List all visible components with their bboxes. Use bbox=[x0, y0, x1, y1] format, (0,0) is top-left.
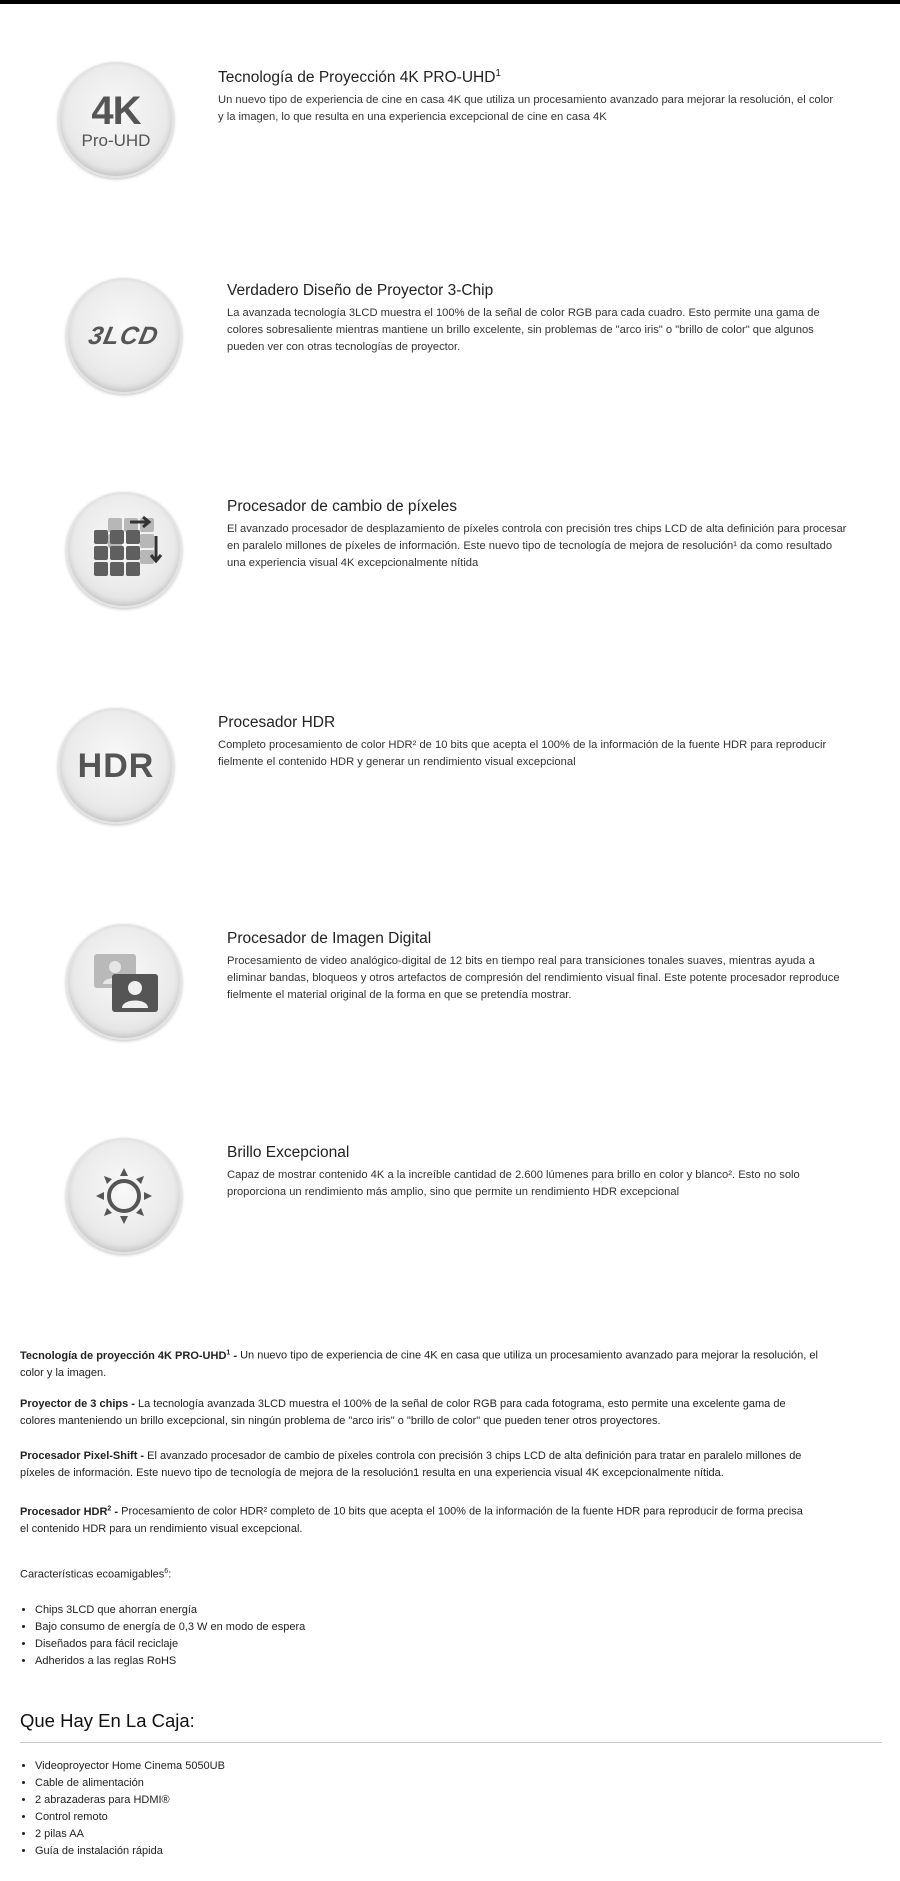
feature-title: Procesador de Imagen Digital bbox=[227, 930, 432, 947]
feature-description: El avanzado procesador de desplazamiento de píxeles controla con precisión tres chips LCD de alta definición para procesar en paralelo millones de píxeles de información. Este nuevo tipo de tecnología de mejora de resolución¹ da como resultado una experiencia visual 4K excepcionalmente nítida bbox=[227, 523, 847, 569]
top-bar bbox=[0, 0, 900, 4]
hdr-icon bbox=[58, 708, 174, 824]
feature-text bbox=[227, 282, 900, 356]
feature-text bbox=[227, 498, 900, 572]
summary-label: Procesador Pixel-Shift - bbox=[20, 1450, 148, 1462]
icon-4k-label: 4K bbox=[91, 89, 141, 133]
icon-3lcd-label: 3LCD bbox=[86, 321, 162, 350]
divider bbox=[20, 1742, 882, 1743]
feature-title: Procesador HDR bbox=[218, 714, 336, 731]
eco-features-title: Características ecoamigables$^6$: bbox=[20, 1568, 172, 1581]
3lcd-icon bbox=[66, 278, 182, 394]
list-item: • Adheridos a las reglas RoHS bbox=[35, 1653, 305, 1670]
sun-icon bbox=[82, 1154, 166, 1238]
feature-title: Verdadero Diseño de Proyector 3-Chip bbox=[227, 282, 494, 299]
icon-pro-uhd-label: Pro-UHD bbox=[81, 131, 151, 150]
list-item: • Diseñados para fácil reciclaje bbox=[35, 1636, 305, 1653]
list-item: • Guía de instalación rápida bbox=[35, 1843, 225, 1860]
feature-description: Un nuevo tipo de experiencia de cine en casa 4K que utiliza un procesamiento avanzado para mejorar la resolución, el color y la imagen, lo que resulta en una experiencia excepcional de cine en casa 4K bbox=[218, 94, 834, 124]
list-item: • Bajo consumo de energía de 0,3 W en modo de espera bbox=[35, 1619, 305, 1636]
feature-text bbox=[218, 714, 900, 771]
feature-description: Procesamiento de video analógico-digital de 12 bits en tiempo real para transiciones tonales suaves, mientras ayuda a eliminar bandas, bloqueos y otros artefactos de compresión del rendimiento visual final. Este potente procesador reproduce fielmente el material original de la forma en que se pretendía mostrar. bbox=[227, 955, 840, 1001]
feature-text bbox=[227, 1144, 900, 1201]
list-item: • Cable de alimentación bbox=[35, 1775, 225, 1792]
feature-description: Capaz de mostrar contenido 4K a la increíble cantidad de 2.600 lúmenes para brillo en color y blanco². Esto no solo proporciona un rendimiento más amplio, sino que permite un rendimiento HDR excepcional bbox=[227, 1169, 800, 1198]
list-item: • Chips 3LCD que ahorran energía bbox=[35, 1602, 305, 1619]
feature-title: Brillo Excepcional bbox=[227, 1144, 350, 1161]
list-item: • Videoproyector Home Cinema 5050UB bbox=[35, 1758, 225, 1775]
summary-label: Tecnología de proyección 4K PRO-UHD$^1$ - bbox=[20, 1349, 241, 1362]
feature-text bbox=[218, 68, 900, 126]
eco-features-list bbox=[20, 1602, 305, 1670]
pixel-grid-icon bbox=[82, 508, 166, 592]
4k-pro-uhd-icon bbox=[58, 62, 174, 178]
feature-description: La avanzada tecnología 3LCD muestra el 100% de la señal de color RGB para cada cuadro. Esto permite una gama de colores sobresaliente mientras mantiene un brillo excelente, sin problemas de "arco iris" o "brillo de color" que algunos pueden ver con otras tecnologías de proyector. bbox=[227, 307, 820, 353]
summary-label: Procesador HDR$^2$ - bbox=[20, 1505, 122, 1518]
icon-hdr-label: HDR bbox=[77, 746, 155, 785]
list-item: • 2 abrazaderas para HDMI® bbox=[35, 1792, 225, 1809]
summary-item-hdr: Procesador HDR$^2$ - Procesamiento de color HDR² completo de 10 bits que acepta el 100% de la información de la fuente HDR para reproducir de forma precisa el contenido HDR para un rendimiento visual excepcional. bbox=[20, 1505, 803, 1535]
feature-description: Completo procesamiento de color HDR² de 10 bits que acepta el 100% de la información de la fuente HDR para reproducir fielmente el contenido HDR y generar un rendimiento visual excepcional bbox=[218, 739, 827, 768]
feature-title: Tecnología de Proyección 4K PRO-UHD$^1$ bbox=[218, 68, 501, 87]
feature-title: Procesador de cambio de píxeles bbox=[227, 498, 458, 515]
digital-image-icon bbox=[66, 924, 182, 1040]
list-item: • Control remoto bbox=[35, 1809, 225, 1826]
summary-item-pixel-shift: Procesador Pixel-Shift - El avanzado procesador de cambio de píxeles controla con precisión 3 chips LCD de alta definición para tratar en paralelo millones de píxeles de información. Este nuevo tipo de tecnología de mejora de la resolución1 resulta en una experiencia visual 4K excepcionalmente nítida. bbox=[20, 1450, 802, 1479]
box-contents-list bbox=[20, 1758, 225, 1860]
feature-text bbox=[227, 930, 900, 1004]
box-contents-heading: Que Hay En La Caja: bbox=[20, 1710, 195, 1731]
sun-brightness-icon bbox=[66, 1138, 182, 1254]
list-item: • 2 pilas AA bbox=[35, 1826, 225, 1843]
summary-label: Proyector de 3 chips - bbox=[20, 1398, 138, 1410]
summary-item-4k: Tecnología de proyección 4K PRO-UHD$^1$ - Un nuevo tipo de experiencia de cine 4K en casa que utiliza un procesamiento avanzado para mejorar la resolución, el color y la imagen. bbox=[20, 1349, 818, 1379]
photo-portrait-icon bbox=[82, 940, 166, 1024]
summary-item-3chip: Proyector de 3 chips - La tecnología avanzada 3LCD muestra el 100% de la señal de color RGB para cada fotograma, esto permite una excelente gama de colores manteniendo un brillo excepcional, sin ningún problema de "arco iris" o "brillo de color" que pueden tener otros proyectores. bbox=[20, 1398, 786, 1427]
pixel-shift-icon bbox=[66, 492, 182, 608]
